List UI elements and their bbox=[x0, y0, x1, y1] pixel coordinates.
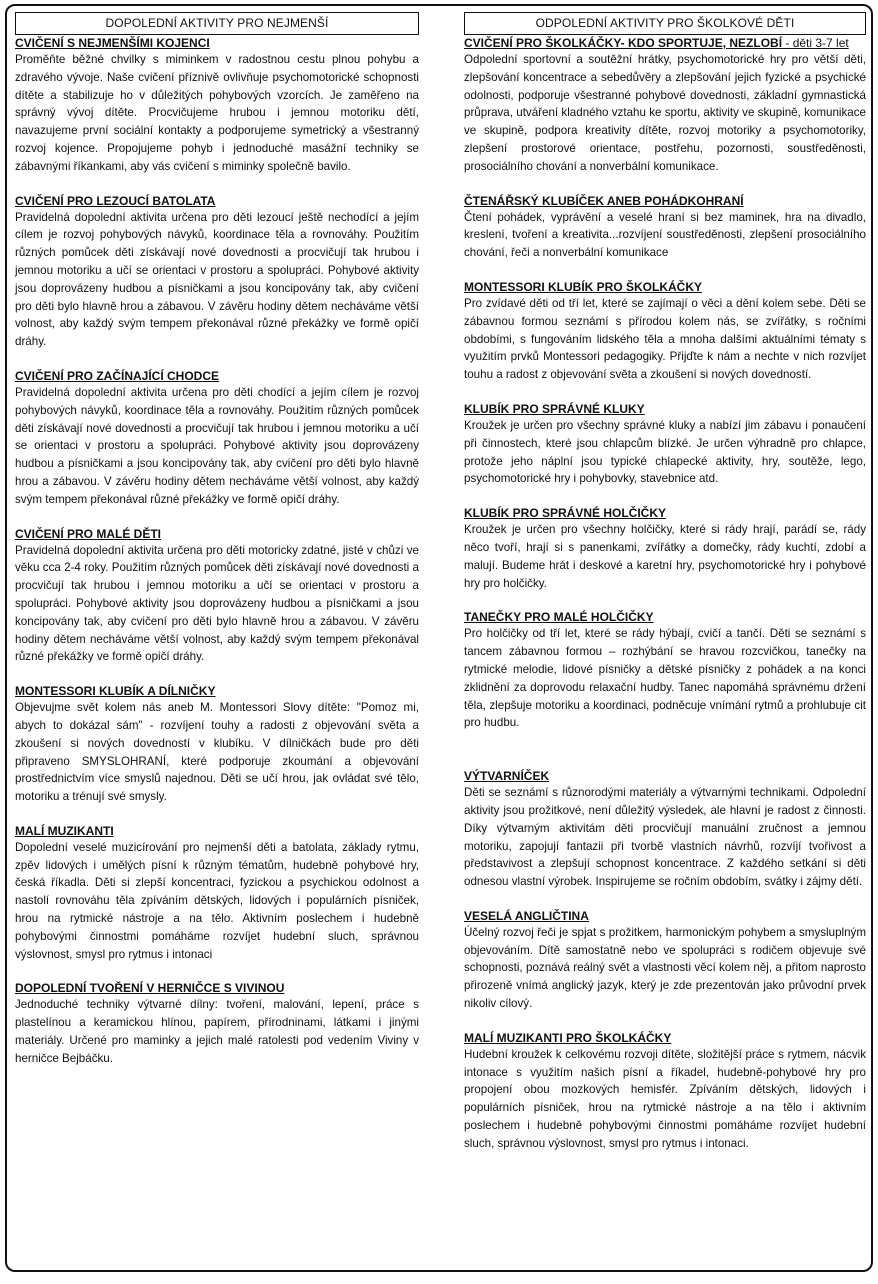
section-title: MONTESSORI KLUBÍK PRO ŠKOLKÁČKY bbox=[464, 279, 703, 294]
section-kojenci bbox=[15, 35, 419, 176]
section-body: Odpolední sportovní a soutěžní hrátky, psychomotorické hry pro větší děti, zlepšování koncentrace a sebedůvěry a zlepšování jejich fyzické a psychické odolnosti, podporuje všestranné pohybové dovednosti, základní gymnastická průprava, utváření kladného vztahu ke sportu, aktivity ve skupině, komunikace ve skupině, podpora kreativity dítěte, rozvoj motoriky a psychomotoriky, zlepšení prostorové orientace, postřehu, pozornosti, soustředěnosti, prosociálního chování a nonverbální komunikace. bbox=[464, 53, 866, 173]
section-title: VÝTVARNÍČEK bbox=[464, 769, 550, 784]
section-body: Pravidelná dopolední aktivita určena pro děti lezoucí ještě nechodící a jejím cílem je rozvoj pohybových návyků, koordinace těla a rovnováhy. Použitím různých pomůcek děti získávají nové dovednosti a procvičují tak hrubou i jemnou motoriku a učí se orientaci v prostoru a spolupráci. Pohybové aktivity jsou doprovázeny hudbou a písničkami a jsou koncipovány tak, aby cvičení pro děti bylo hlavně hrou a zábavou. V závěru hodiny dětem necháváme větší volnost, aby každý svým tempem překonával různé překážky ve formě opičí dráhy. bbox=[15, 210, 419, 349]
section-montessori-skolkacky bbox=[464, 279, 866, 384]
left-column-header: DOPOLEDNÍ AKTIVITY PRO NEJMENŠÍ bbox=[15, 12, 419, 35]
section-title: MALÍ MUZIKANTI PRO ŠKOLKÁČKY bbox=[464, 1030, 672, 1045]
section-body: Pro holčičky od tří let, které se rády hýbají, cvičí a tančí. Děti se seznámí s tancem zábavnou formou – rozhýbání se hravou rozcvičkou, tanečky na rytmické melodie, lidové písničky a dětské písničky z pohádek a na konci zklidnění za doprovodu relaxační hudby. Tanec napomáhá správnému držení těla, zlepšuje motoriku a koordinaci, podněcuje vnímání rytmů a prohlubuje cit pro hudbu. bbox=[464, 627, 866, 730]
section-zacinajici-chodce bbox=[15, 368, 419, 509]
left-column bbox=[15, 12, 419, 1085]
section-vesela-anglictina bbox=[464, 908, 866, 1013]
section-body: Proměňte běžné chvilky s miminkem v radostnou cestu plnou pohybu a zdravého vývoje. Naše cvičení příznivě ovlivňuje psychomotorické schopnosti dítěte a stabilizuje ho v důležitých pohybových vzorcích. Je zaměřeno na správný vývoj dítěte. Procvičujeme hrubou i jemnou motoriku dětí, navazujeme první sociální kontakty a podporujeme symetrický a všestranný rozvoj kojence. Propojujeme pohyb i jednoduché masážní techniky se zábavnými říkankami, aby vás cvičení s miminky společně bavilo. bbox=[15, 53, 419, 173]
section-body: Děti se seznámí s různorodými materiály a výtvarnými technikami. Odpolední aktivity jsou prožitkové, není důležitý výsledek, ale hlavní je radost z činnosti. Díky výtvarným aktivitám děti procvičují manuální zručnost a jemnou motoriku, zapojují fantazii při tvorbě vlastních návrhů, rozvíjí tvořivost a představivost a zlepšují schopnost koncentrace. Z každého setkání si děti odnesou vlastní výrobek. Inspirujeme se ročním obdobím, svátky i zájmy dětí. bbox=[464, 786, 866, 889]
section-body: Účelný rozvoj řeči je spjat s prožitkem, harmonickým pohybem a smysluplným objevováním. Dítě samostatně nebo ve spolupráci s rodičem objevuje své schopnosti, poznává reálný svět a vlastnosti věcí kolem něj, a přitom naprosto přirozeně vnímá anglický jazyk, který je zde prezentován jako průvodní prvek nikoliv cílový. bbox=[464, 925, 866, 1011]
section-mali-muzikanti bbox=[15, 823, 419, 964]
section-body: Objevujme svět kolem nás aneb M. Montessori Slovy dítěte: "Pomoz mi, abych to dokázal sám" - rozvíjení touhy a radosti z objevování světa a zkoušení si nových dovedností v klubíku. V dílničkách bude pro děti připraveno SMYSLOHRANÍ, které podporuje zkoumání a objevování prostřednictvím více smyslů najednou. Děti se učí hrou, jak ovládat své tělo, motoriku a trénují své smysly. bbox=[15, 701, 419, 804]
section-body: Kroužek je určen pro všechny holčičky, které si rády hrají, parádí se, rády něco tvoří, hrají si s panenkami, zvířátky a domečky, rády kuchtí, zdobí a malují. Budeme hrát i deskové a karetní hry, psychomotorické hry i pohybové hry pro holčičky. bbox=[464, 523, 866, 590]
flyer-page bbox=[5, 4, 873, 1272]
section-title: CVIČENÍ S NEJMENŠÍMI KOJENCI bbox=[15, 36, 210, 50]
section-title: TANEČKY PRO MALÉ HOLČIČKY bbox=[464, 610, 654, 625]
section-title: MALÍ MUZIKANTI bbox=[15, 823, 114, 838]
section-tvoreni-vivina bbox=[15, 980, 419, 1067]
section-title: VESELÁ ANGLIČTINA bbox=[464, 908, 589, 923]
section-title: DOPOLEDNÍ TVOŘENÍ V HERNIČCE S VIVINOU bbox=[15, 981, 285, 996]
section-title: CVIČENÍ PRO LEZOUCÍ BATOLATA bbox=[15, 193, 216, 208]
section-body: Čtení pohádek, vyprávění a veselé hraní si bez maminek, hra na divadlo, kreslení, tvoření a kreativita...rozvíjení soustředěnosti, zlepšení prosociálního chování, řeči a nonverbální komunikace bbox=[464, 210, 866, 260]
section-title-text: CVIČENÍ PRO ŠKOLKÁČKY- KDO SPORTUJE, NEZLOBÍ bbox=[464, 36, 783, 50]
section-body: Dopolední veselé muzicírování pro nejmenší děti a batolata, základy rytmu, zpěv lidových i umělých písní k různým tématům, hudebně pohybové hry, česká říkadla. Děti si zlepší koncentraci, fyzickou a psychickou odolnost a nastolí rovnováhu těla zpíváním dětských, lidových i populárních písniček, hrou na rytmické nástroje a na tělo. Aktivním poslechem i hudebně pohybovými činnostmi pomáháme rozvíjet hudební sluch, správnou výslovnost, smysl pro rytmus i intonaci bbox=[15, 840, 419, 961]
section-mali-muzikanti-skolkacky bbox=[464, 1030, 866, 1153]
section-klubik-kluky bbox=[464, 401, 866, 488]
section-lezouci-batolata bbox=[15, 193, 419, 351]
section-body: Pravidelná dopolední aktivita určena pro děti motoricky zdatné, jisté v chůzi ve věku cca 2-4 roky. Použitím různých pomůcek děti získávají nové dovednosti a procvičují tak hrubou i jemnou motoriku a učí se orientaci v prostoru a spolupráci. Pohybové aktivity jsou doprovázeny hudbou a písničkami a jsou koncipovány tak, aby cvičení pro děti bylo hlavně hrou a zábavou. V závěru hodiny dětem necháváme větší volnost, aby každý svým tempem překonával různé překážky ve formě opičí dráhy. bbox=[15, 543, 419, 664]
section-klubik-holcicky bbox=[464, 505, 866, 592]
section-title-suffix: - děti 3-7 let bbox=[782, 36, 849, 50]
section-ctenarsky-klubicek bbox=[464, 193, 866, 262]
section-body: Hudební kroužek k celkovému rozvoji dítěte, složitější práce s rytmem, nácvik intonace s využitím našich písní a říkadel, hudebně-pohybové hry pro propojení obou mozkových hemisfér. Zpíváním dětských, lidových i populárních písniček, hrou na rytmické nástroje a na tělo i aktivním poslechem i hudebně pohybovými činnostmi pomáháme rozvíjet hudební sluch, správnou výslovnost, smysl pro rytmus i intonaci. bbox=[464, 1047, 866, 1150]
section-title bbox=[464, 35, 866, 51]
section-body: Kroužek je určen pro všechny správné kluky a nabízí jim zábavu i ponaučení při činnostech, které jsou chlapcům blízké. Je určen výhradně pro chlapce, protože jeho náplní jsou typické chlapecké aktivity, hry, soutěže, lego, psychomotorické hry i pohybovky, stavebnice atd. bbox=[464, 418, 866, 486]
right-column-header: ODPOLEDNÍ AKTIVITY PRO ŠKOLKOVÉ DĚTI bbox=[464, 12, 866, 35]
section-vytvarnicek bbox=[464, 768, 866, 891]
section-title: ČTENÁŘSKÝ KLUBÍČEK ANEB POHÁDKOHRANÍ bbox=[464, 193, 744, 208]
section-title: CVIČENÍ PRO MALÉ DĚTI bbox=[15, 526, 162, 541]
section-male-deti bbox=[15, 526, 419, 667]
section-title: MONTESSORI KLUBÍK A DÍLNIČKY bbox=[15, 684, 216, 699]
section-montessori-dilnicky bbox=[15, 683, 419, 806]
section-title: CVIČENÍ PRO ZAČÍNAJÍCÍ CHODCE bbox=[15, 368, 220, 383]
section-body: Pravidelná dopolední aktivita určena pro děti chodící a jejím cílem je rozvoj pohybových návyků, koordinace těla a rovnováhy. Použitím různých pomůcek děti získávají nové dovednosti a procvičují tak hrubou i jemnou motoriku a učí se orientaci v prostoru a spolupráci. Pohybové aktivity jsou doprovázeny hudbou a písničkami a jsou koncipovány tak, aby cvičení pro děti bylo hlavně hrou a zábavou. V závěru hodiny dětem necháváme větší volnost, aby každý svým tempem překonával různé překážky ve formě opičí dráhy. bbox=[15, 385, 419, 506]
section-tanecky bbox=[464, 609, 866, 732]
right-column bbox=[464, 12, 866, 1170]
section-body: Jednoduché techniky výtvarné dílny: tvoření, malování, lepení, práce s plastelínou a keramickou hlínou, papírem, přírodninami, látkami i jinými materiály. Určené pro maminky a jejich malé ratolesti pod vedením Viviny v herničce Bejbáčku. bbox=[15, 998, 419, 1065]
section-cviceni-skolkacky bbox=[464, 35, 866, 176]
section-title: KLUBÍK PRO SPRÁVNÉ KLUKY bbox=[464, 401, 645, 416]
section-title: KLUBÍK PRO SPRÁVNÉ HOLČIČKY bbox=[464, 506, 667, 521]
section-body: Pro zvídavé děti od tří let, které se zajímají o věci a dění kolem sebe. Děti se zábavnou formou seznámí s přírodou kolem nás, se zvířátky, s ročními obdobími, s fungováním lidského těla a mnoha dalšími aktuálními tématy s využitím prvků Montessori pedagogiky. Přijďte k nám a nechte v nich rozvíjet touhu a radost z objevování světa a zkoušení si nových dovedností. bbox=[464, 296, 866, 382]
